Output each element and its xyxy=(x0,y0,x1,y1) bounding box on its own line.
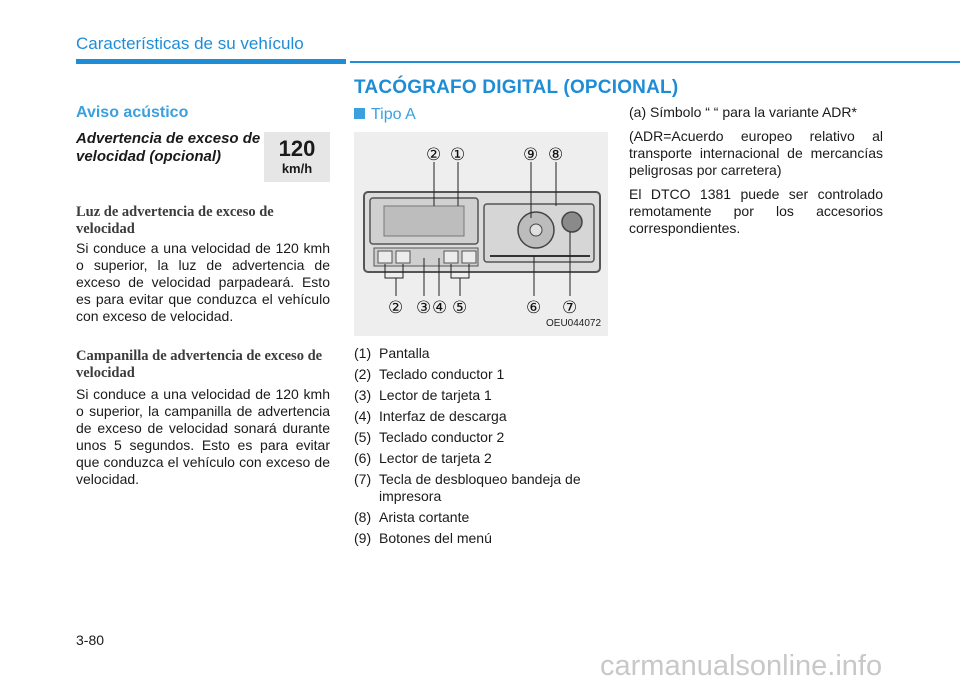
list-item-num: (9) xyxy=(354,530,372,546)
key-driver-1 xyxy=(378,251,392,263)
page-title: TACÓGRAFO DIGITAL (OPCIONAL) xyxy=(354,77,679,98)
callout-6: ⑥ xyxy=(526,298,542,318)
speed-badge-number: 120 xyxy=(278,136,316,161)
callout-4: ④ xyxy=(432,298,448,318)
adr-symbol-note: (a) Símbolo “ “ para la variante ADR* xyxy=(629,104,857,120)
speed-badge xyxy=(264,132,330,182)
list-item xyxy=(354,387,614,404)
list-item xyxy=(354,471,614,505)
list-item-num: (2) xyxy=(354,366,372,382)
list-item-text: Teclado conductor 2 xyxy=(379,429,505,445)
list-item-num: (3) xyxy=(354,387,372,403)
list-item xyxy=(354,366,614,383)
printer-release-key xyxy=(562,212,582,232)
watermark: carmanualsonline.info xyxy=(600,650,883,682)
list-item-num: (4) xyxy=(354,408,372,424)
display-screen xyxy=(384,206,464,236)
page-number: 3-80 xyxy=(76,632,105,648)
list-item-num: (5) xyxy=(354,429,372,445)
list-item-text: Lector de tarjeta 1 xyxy=(379,387,492,403)
list-item-text: Botones del menú xyxy=(379,530,492,546)
list-item-num: (8) xyxy=(354,509,372,525)
key-arrow-2 xyxy=(444,251,458,263)
key-arrow-1 xyxy=(396,251,410,263)
list-item xyxy=(354,408,614,425)
key-driver-2 xyxy=(462,251,476,263)
menu-button-center xyxy=(530,224,542,236)
subheading-luz: Luz de advertencia de exceso de velocidad xyxy=(76,204,274,237)
callout-2-top: ② xyxy=(426,145,442,165)
header-rule-thin xyxy=(350,61,960,63)
tachograph-figure xyxy=(354,132,608,336)
list-item-text: Arista cortante xyxy=(379,509,470,525)
callout-5: ⑤ xyxy=(452,298,468,318)
component-list xyxy=(354,345,614,551)
callout-8: ⑧ xyxy=(548,145,564,165)
warning-title: Advertencia de exceso de velocidad (opcional) xyxy=(76,130,261,165)
callout-7: ⑦ xyxy=(562,298,578,318)
list-item xyxy=(354,429,614,446)
adr-definition: (ADR=Acuerdo europeo relativo al transporte internacional de mercancías peligrosas por carretera) xyxy=(629,128,883,178)
list-item xyxy=(354,345,614,362)
callout-3: ③ xyxy=(416,298,432,318)
subheading-campanilla: Campanilla de advertencia de exceso de velocidad xyxy=(76,348,323,381)
callout-1: ① xyxy=(450,145,466,165)
heading-aviso-acustico: Aviso acústico xyxy=(76,104,189,121)
list-item-text: Lector de tarjeta 2 xyxy=(379,450,492,466)
figure-code: OEU044072 xyxy=(546,318,602,329)
right-column xyxy=(629,104,883,244)
list-item-text: Tecla de desbloqueo bandeja de impresora xyxy=(379,471,581,504)
list-item xyxy=(354,450,614,467)
list-item xyxy=(354,509,614,526)
list-item-num: (6) xyxy=(354,450,372,466)
section-title: Características de su vehículo xyxy=(76,34,304,53)
subheading-tipo-a xyxy=(354,106,416,124)
paragraph-luz: Si conduce a una velocidad de 120 kmh o superior, la luz de advertencia de exceso de velocidad parpadeará. Esto es para evitar que conduzca el vehículo con exceso de velocidad. xyxy=(76,240,330,324)
list-item-text: Interfaz de descarga xyxy=(379,408,507,424)
subheading-tipo-a-text: Tipo A xyxy=(371,106,416,123)
tachograph-illustration xyxy=(354,132,608,336)
square-bullet-icon xyxy=(354,108,365,119)
list-item-num: (7) xyxy=(354,471,372,487)
callout-2-bottom: ② xyxy=(388,298,404,318)
list-item-text: Teclado conductor 1 xyxy=(379,366,505,382)
header-rule-thick xyxy=(76,59,346,64)
list-item-text: Pantalla xyxy=(379,345,430,361)
list-item-num: (1) xyxy=(354,345,372,361)
list-item xyxy=(354,530,614,547)
callout-9: ⑨ xyxy=(523,145,539,165)
paragraph-campanilla: Si conduce a una velocidad de 120 kmh o superior, la campanilla de advertencia de exceso de velocidad sonará durante unos 5 segundos. Esto es para evitar que conduzca el vehículo con exceso de velocidad. xyxy=(76,386,330,487)
speed-badge-unit: km/h xyxy=(281,161,313,176)
remote-control-note: El DTCO 1381 puede ser controlado remotamente por los accesorios correspondientes. xyxy=(629,186,883,236)
